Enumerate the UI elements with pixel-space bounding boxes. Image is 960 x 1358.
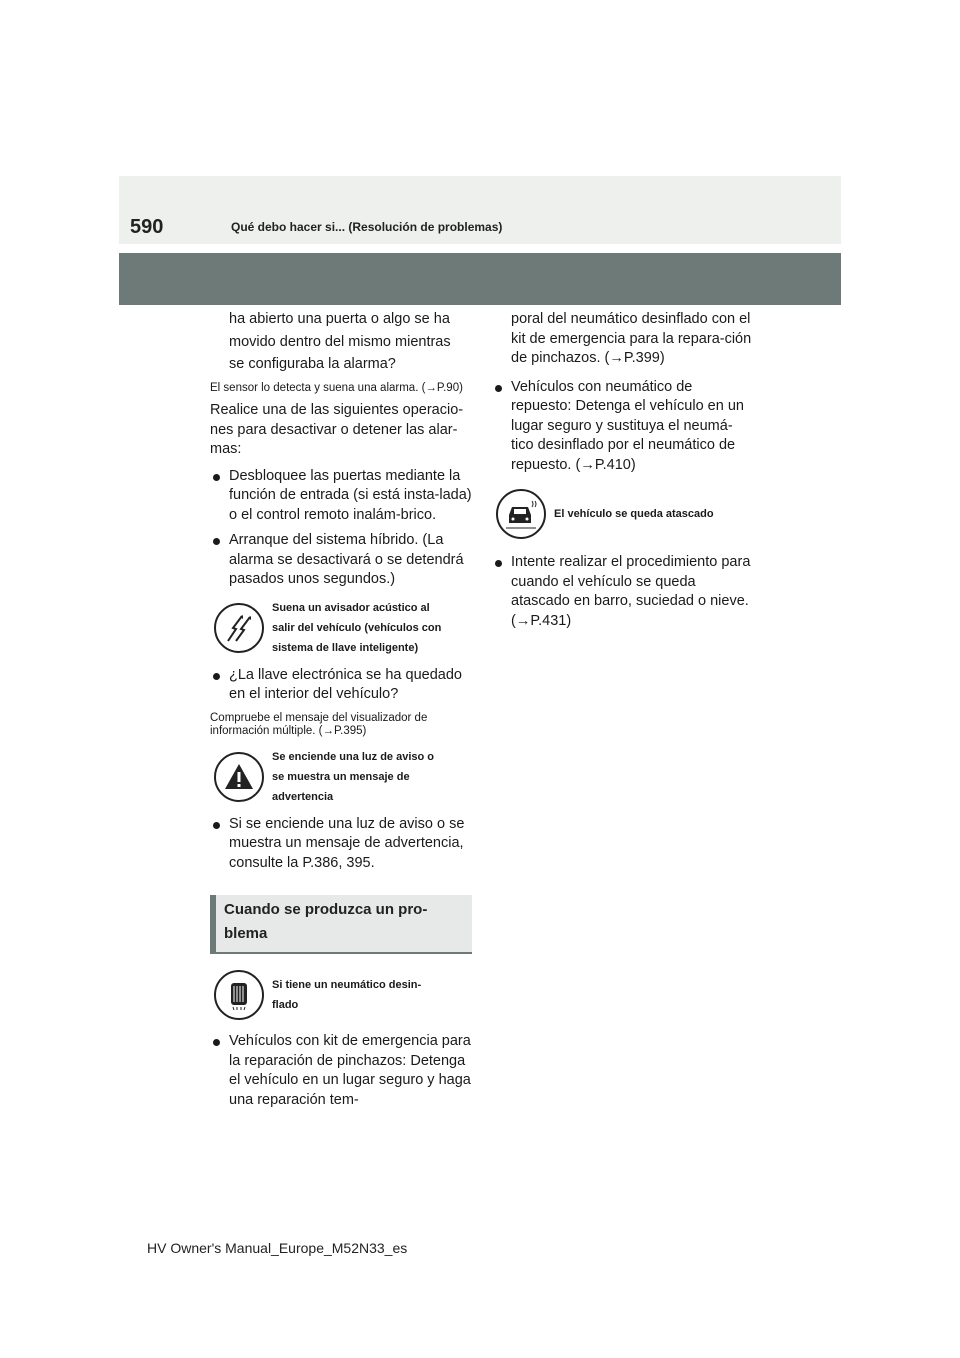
intro-question: [210, 310, 472, 375]
topic-label: Suena un avisador acústico al salir del vehículo (vehículos con sistema de llave inteligente): [272, 601, 442, 654]
list-item: [492, 378, 754, 476]
intro-line: se configuraba la alarma?: [229, 356, 396, 372]
list-item-text: Vehículos con neumático de repuesto: Detenga el vehículo en un lugar seguro y sustituya el neumá-tico desinflado por el neumático de repuesto. (→P.410): [511, 378, 744, 473]
list-item: [210, 531, 472, 590]
manual-footer: HV Owner's Manual_Europe_M52N33_es: [147, 1240, 408, 1256]
continued-text: poral del neumático desinflado con el kit de emergencia para la repara-ción de pinchazos. (→P.399): [511, 311, 752, 366]
list-item-text: Si se enciende una luz de aviso o se muestra un mensaje de advertencia, consulte la P.386, 395.: [229, 815, 465, 871]
topic-stuck-vehicle: [492, 489, 754, 539]
note-display: Compruebe el mensaje del visualizador de información múltiple. (→P.395): [210, 711, 428, 737]
list-item: [210, 815, 472, 874]
list-item-text: Arranque del sistema híbrido. (La alarma se desactivará o se detendrá pasados unos segundos.): [229, 532, 464, 587]
topic-label: Se enciende una luz de aviso o se muestra un mensaje de advertencia: [272, 750, 434, 803]
bullet-dot: [495, 385, 502, 392]
warning-triangle-icon: [214, 752, 264, 802]
topic-warning: [210, 747, 472, 807]
page-number: 590: [130, 216, 164, 238]
topic-label: Si tiene un neumático desin- flado: [272, 979, 422, 1011]
right-column: [492, 310, 754, 637]
bullet-dot: [213, 474, 220, 481]
topic-flat-tire: [210, 970, 472, 1020]
flat-tire-icon: [214, 970, 264, 1020]
intro-line: ha abierto una puerta o algo se ha: [229, 311, 450, 327]
bullet-dot: [213, 1039, 220, 1046]
list-item-text: Desbloquee las puertas mediante la función de entrada (si está insta-lada) o el control remoto inalám-brico.: [229, 467, 472, 523]
topic-label: El vehículo se queda atascado: [554, 508, 714, 520]
bullet-dot: [495, 560, 502, 567]
list-item: [492, 553, 754, 631]
left-column: [210, 310, 472, 1116]
section-heading: Cuando se produzca un pro-blema: [210, 895, 472, 954]
list-item-text: ¿La llave electrónica se ha quedado en el interior del vehículo?: [229, 666, 462, 702]
stuck-car-icon: [496, 489, 546, 539]
section-title: Qué debo hacer si... (Resolución de problemas): [231, 220, 503, 234]
list-item-text: Vehículos con kit de emergencia para la reparación de pinchazos: Detenga el vehículo en un lugar seguro y haga una reparación tem-: [229, 1033, 471, 1108]
bullet-dot: [213, 822, 220, 829]
bullet-dot: [213, 673, 220, 680]
list-item-text: Intente realizar el procedimiento para cuando el vehículo se queda atascado en barro, suciedad o nieve. (→P.431): [511, 554, 751, 629]
buzzer-icon: [214, 603, 264, 653]
bullet-dot: [213, 538, 220, 545]
intro-line: movido dentro del mismo mientras: [229, 333, 451, 350]
instruction-paragraph: Realice una de las siguientes operacio-nes para desactivar o detener las alar-mas:: [210, 402, 464, 457]
list-item: [210, 666, 472, 705]
topic-buzzer: [210, 598, 472, 658]
list-item: [210, 467, 472, 526]
chapter-bar: [119, 253, 841, 305]
list-item: [210, 1032, 472, 1110]
note-sensor: El sensor lo detecta y suena una alarma. (→P.90): [210, 381, 463, 394]
